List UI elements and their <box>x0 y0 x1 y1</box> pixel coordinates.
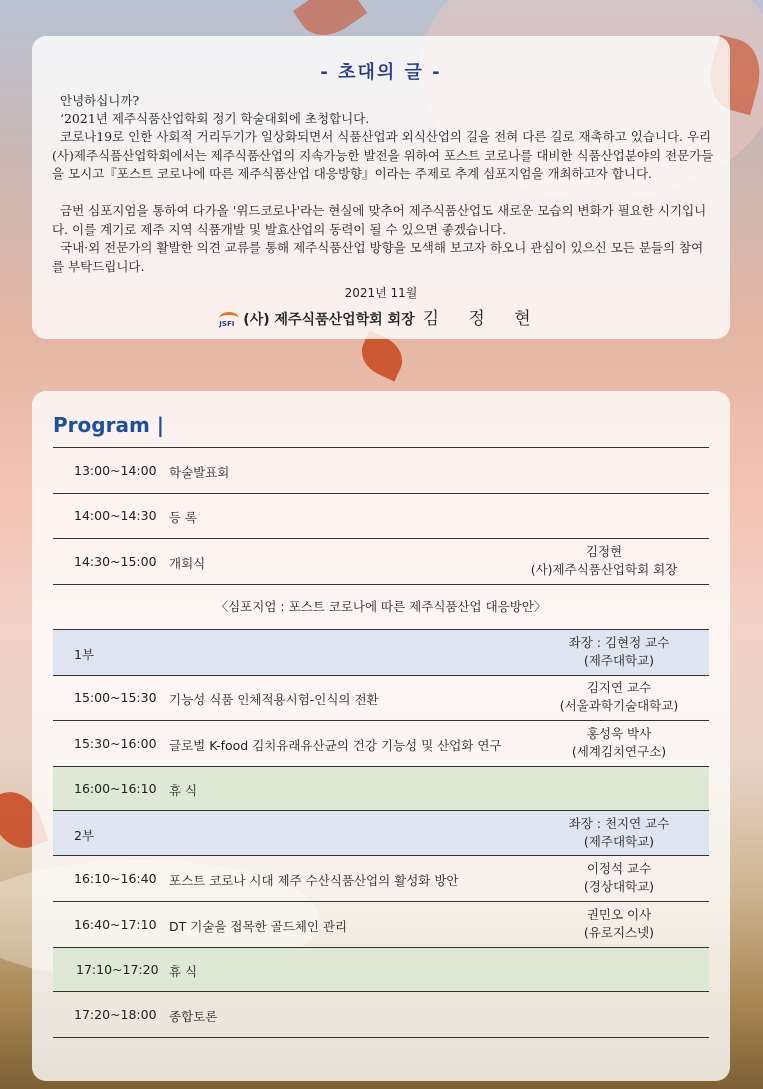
symposium-heading: 〈심포지엄 : 포스트 코로나에 따른 제주식품산업 대응방안〉 <box>215 599 547 614</box>
speaker-affiliation: (유로지스넷) <box>583 925 655 940</box>
row-time: 15:00~15:30 <box>74 690 157 705</box>
chair-affiliation: (제주대학교) <box>583 834 655 849</box>
row-topic: 휴 식 <box>169 964 198 979</box>
speaker-affiliation: (사)제주식품산업학회 회장 <box>530 562 678 577</box>
session-header-1 <box>53 629 709 676</box>
chair-name: 좌장 : 김현정 교수 <box>568 635 670 650</box>
program-row <box>53 902 709 948</box>
chair-name: 좌장 : 천지연 교수 <box>568 816 670 831</box>
row-topic: 개회식 <box>169 556 206 571</box>
speaker-name: 김지연 교수 <box>586 680 652 695</box>
row-topic: 포스트 코로나 시대 제주 수산식품산업의 활성화 방안 <box>169 873 459 888</box>
invitation-date: 2021년 11월 <box>344 286 418 300</box>
row-topic: DT 기술을 접목한 골드체인 관리 <box>169 919 348 934</box>
speaker-name: 홍성욱 박사 <box>586 726 652 741</box>
row-time: 15:30~16:00 <box>74 736 157 751</box>
program-row <box>53 493 709 539</box>
row-time: 14:30~15:00 <box>74 554 157 569</box>
speaker-affiliation: (서울과학기술대학교) <box>559 698 679 713</box>
invitation-paragraph: 코로나19로 인한 사회적 거리두기가 일상화되면서 식품산업과 외식산업의 길을 전혀 다른 길로 재촉하고 있습니다. 우리 (사)제주식품산업학회에서는 제주식품산업의 지속가능한 발전을 위하여 포스트 코로나를 대비한 식품산업분야의 전문가들을 모시고『포스트 코로나에 따른 제주식품산업 대응방향』이라는 주제로 추계 심포지엄을 개최하고자 합니다. <box>52 129 714 181</box>
row-time: 17:10~17:20 <box>76 962 159 977</box>
row-time: 16:00~16:10 <box>74 781 157 796</box>
speaker-affiliation: (경상대학교) <box>583 879 655 894</box>
session-chair <box>539 634 699 670</box>
program-row <box>53 992 709 1038</box>
greeting: 안녕하십니까? <box>60 93 140 108</box>
session-chair <box>539 815 699 851</box>
invitation-paragraph: 금번 심포지엄을 통하여 다가올 '위드코로나'라는 현실에 맞추어 제주식품산업도 새로운 모습의 변화가 필요한 시기입니다. 이를 계기로 제주 지역 식품개발 및 발효산업의 동력이 될 수 있으면 좋겠습니다. <box>52 203 707 237</box>
signature-org: (사) 제주식품산업학회 회장 <box>243 312 415 328</box>
chair-affiliation: (제주대학교) <box>583 653 655 668</box>
society-logo-icon: JSFI <box>219 312 241 328</box>
row-topic: 휴 식 <box>169 783 198 798</box>
row-time: 14:00~14:30 <box>74 508 157 523</box>
row-time: 17:20~18:00 <box>74 1007 157 1022</box>
row-time: 16:10~16:40 <box>74 871 157 886</box>
speaker-name: 권민오 이사 <box>586 907 652 922</box>
signature-name: 김 정 현 <box>422 309 543 329</box>
break-row <box>53 767 709 811</box>
row-topic: 글로벌 K-food 김치유래유산균의 건강 기능성 및 산업화 연구 <box>169 738 502 753</box>
program-row <box>53 675 709 721</box>
row-time: 13:00~14:00 <box>74 463 157 478</box>
invitation-title: - 초대의 글 - <box>320 62 442 83</box>
session-label: 1부 <box>74 647 95 662</box>
row-topic: 등 록 <box>169 510 198 525</box>
signature <box>32 304 730 329</box>
row-speaker <box>539 860 699 896</box>
row-time: 16:40~17:10 <box>74 917 157 932</box>
invitation-paragraph: ‘2021년 제주식품산업학회 정기 학술대회에 초청합니다. <box>60 111 370 126</box>
program-row <box>53 856 709 902</box>
speaker-name: 김정현 <box>585 544 623 559</box>
speaker-affiliation: (세계김치연구소) <box>571 744 667 759</box>
row-speaker <box>539 906 699 942</box>
program-title: Program | <box>53 413 165 437</box>
invitation-card <box>32 36 730 339</box>
row-speaker <box>539 679 699 715</box>
row-topic: 기능성 식품 인체적용시험-인식의 전환 <box>169 692 379 707</box>
speaker-name: 이정석 교수 <box>586 861 652 876</box>
row-topic: 학술발표회 <box>169 465 230 480</box>
invitation-paragraph: 국내·외 전문가의 활발한 의견 교류를 통해 제주식품산업 방향을 모색해 보고자 하오니 관심이 있으신 모든 분들의 참여를 부탁드립니다. <box>52 240 704 274</box>
program-row <box>53 539 709 585</box>
session-header-2 <box>53 811 709 856</box>
row-speaker <box>509 543 699 579</box>
program-card <box>32 391 730 1081</box>
break-row <box>53 948 709 992</box>
row-speaker <box>539 725 699 761</box>
program-row <box>53 447 709 494</box>
session-label: 2부 <box>74 828 95 843</box>
program-row <box>53 721 709 767</box>
row-topic: 종합토론 <box>169 1009 218 1024</box>
